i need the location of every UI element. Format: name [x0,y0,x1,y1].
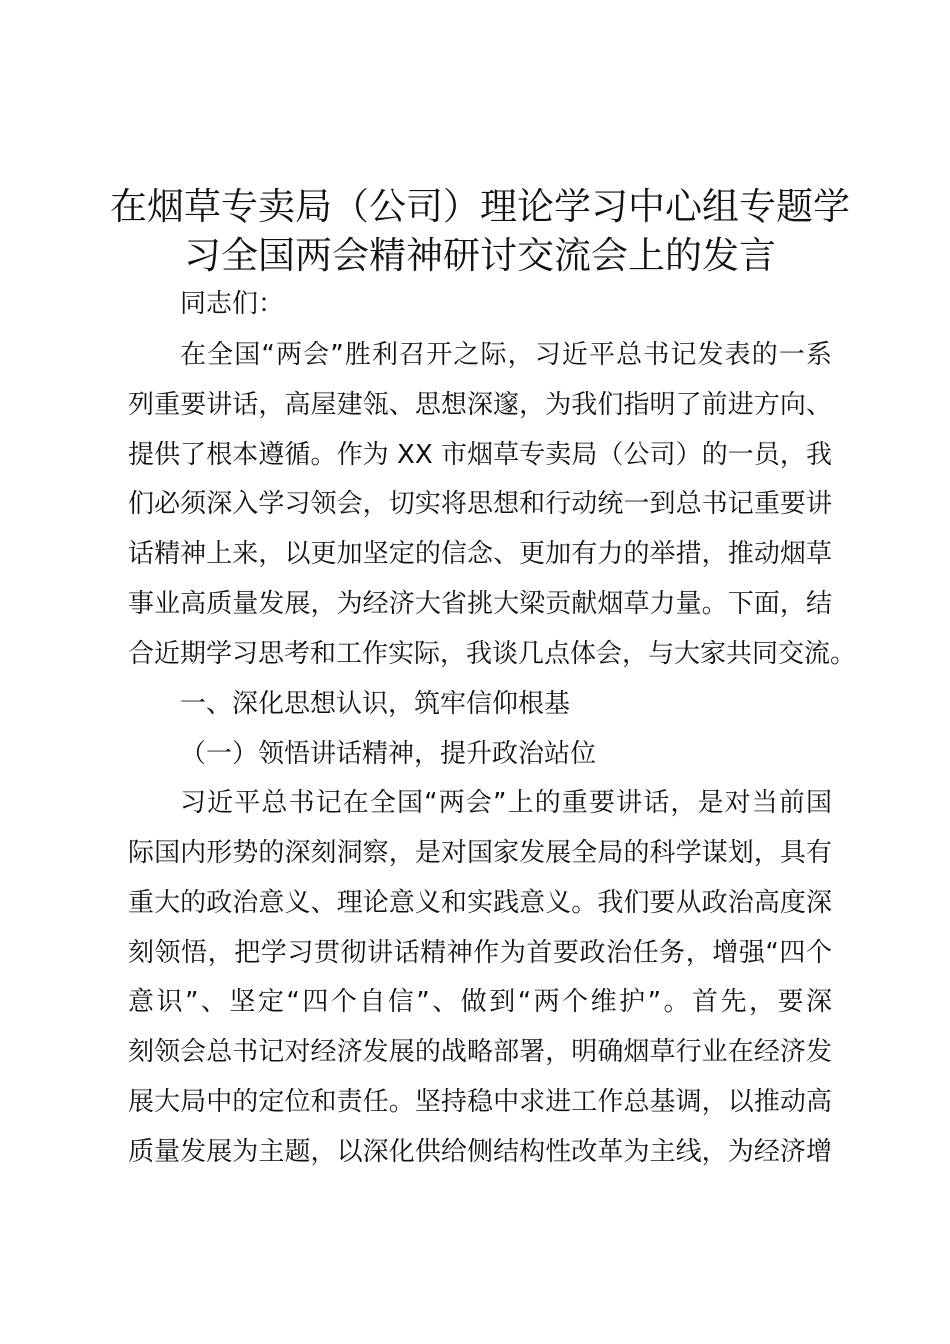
paragraph-2-line: 刻领会总书记对经济发展的战略部署，明确烟草行业在经济发 [128,1037,832,1067]
document-title-line-2: 习全国两会精神研讨交流会上的发言 [184,234,776,277]
paragraph-1-line: 提供了根本遵循。作为 XX 市烟草专卖局（公司）的一员，我 [128,440,832,470]
paragraph-1-line: 们必须深入学习领会，切实将思想和行动统一到总书记重要讲 [128,489,832,519]
paragraph-1-line: 列重要讲话，高屋建瓴、思想深邃，为我们指明了前进方向、 [128,390,832,420]
paragraph-1-line: 事业高质量发展，为经济大省挑大梁贡献烟草力量。下面，结 [128,589,832,619]
salutation: 同志们： [180,289,285,319]
paragraph-2-line: 际国内形势的深刻洞察，是对国家发展全局的科学谋划，具有 [128,838,832,868]
section-heading-1-1: （一）领悟讲话精神，提升政治站位 [180,739,597,769]
document-title-line-1: 在烟草专卖局（公司）理论学习中心组专题学 [110,185,850,228]
paragraph-1-line: 合近期学习思考和工作实际，我谈几点体会，与大家共同交流。 [128,639,857,669]
paragraph-2-line: 展大局中的定位和责任。坚持稳中求进工作总基调，以推动高 [128,1087,832,1117]
paragraph-2-line: 质量发展为主题，以深化供给侧结构性改革为主线，为经济增 [128,1137,832,1167]
paragraph-2-line: 意识”、坚定“四个自信”、做到“两个维护”。首先，要深 [128,987,832,1017]
paragraph-1-line: 话精神上来，以更加坚定的信念、更加有力的举措，推动烟草 [128,539,832,569]
section-heading-1: 一、深化思想认识，筑牢信仰根基 [180,689,571,719]
paragraph-1-line: 在全国“两会”胜利召开之际，习近平总书记发表的一系 [180,340,832,370]
paragraph-2-line: 刻领悟，把学习贯彻讲话精神作为首要政治任务，增强“四个 [128,938,832,968]
paragraph-2-line: 习近平总书记在全国“两会”上的重要讲话，是对当前国 [180,788,832,818]
paragraph-2-line: 重大的政治意义、理论意义和实践意义。我们要从政治高度深 [128,888,832,918]
